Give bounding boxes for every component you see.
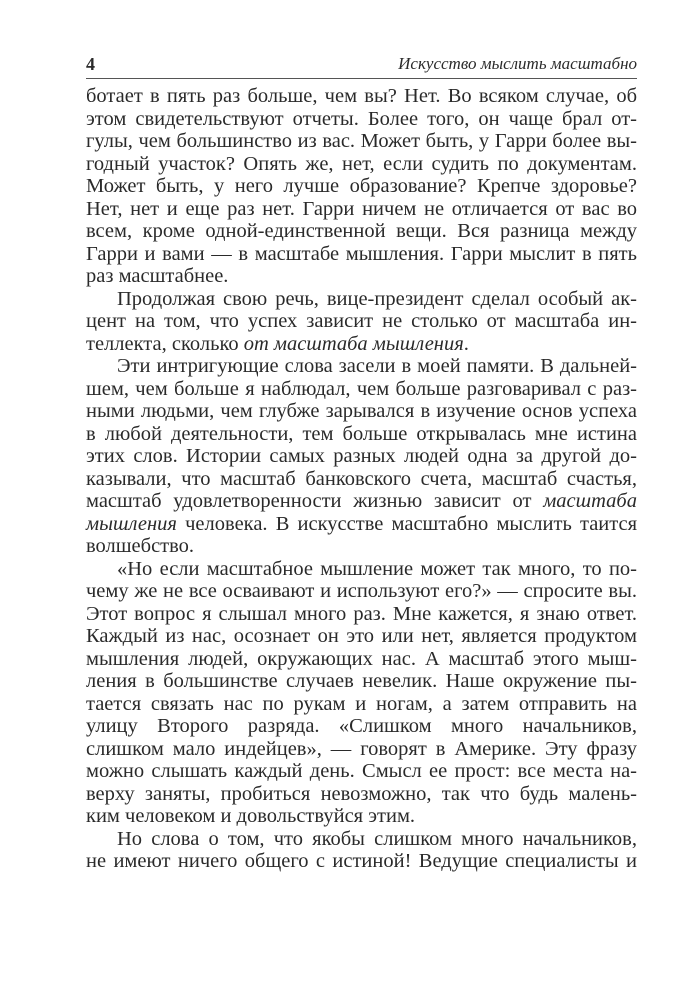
text-line <box>86 783 637 806</box>
text-line <box>86 198 637 221</box>
text-segment: в любой деятельности, тем больше открывалась мне истина <box>86 422 637 445</box>
text-line <box>86 400 637 423</box>
text-segment: ким человеком и довольствуйся этим. <box>86 805 416 827</box>
italic-text: масштаба <box>543 490 637 512</box>
text-segment: чему же не все осваивают и используют его?» — спросите вы. <box>86 580 637 602</box>
text-segment: Этот вопрос я слышал много раз. Мне кажется, я знаю ответ. <box>86 602 637 625</box>
paragraph <box>86 355 637 558</box>
text-line <box>86 805 637 828</box>
text-line <box>86 513 637 536</box>
text-segment: ными людьми, чем глубже зарывался в изучение основ успеха <box>86 400 637 422</box>
text-line <box>86 445 637 468</box>
text-segment: казывали, что масштаб банковского счета, масштаб счастья, <box>86 467 637 490</box>
text-line <box>86 603 637 626</box>
paragraph <box>86 288 637 356</box>
text-line <box>86 333 637 356</box>
italic-text: от масштаба мышления <box>243 332 464 355</box>
text-line <box>86 648 637 671</box>
text-segment: цент на том, что успех зависит не столько от масштаба ин- <box>86 310 637 332</box>
text-line <box>86 670 637 693</box>
text-segment: мышления людей, окружающих нас. А масштаб этого мыш- <box>86 647 637 670</box>
text-line <box>86 693 637 716</box>
paragraph <box>86 558 637 828</box>
text-segment: «Но если масштабное мышление может так много, то по- <box>117 557 637 580</box>
text-segment: Гарри и вами — в масштабе мышления. Гарри мыслит в пять <box>86 242 637 265</box>
text-line <box>86 625 637 648</box>
text-segment: Может быть, у него лучше образование? Крепче здоровье? <box>86 175 637 197</box>
text-segment: этом свидетельствуют отчеты. Более того, он чаще брал от- <box>86 107 637 130</box>
text-segment: всем, кроме одной-единственной вещи. Вся разница между <box>86 220 637 242</box>
text-line <box>86 85 637 108</box>
text-segment: годный участок? Опять же, нет, если судить по документам. <box>86 152 637 175</box>
paragraph <box>86 85 637 288</box>
text-line <box>86 220 637 243</box>
text-line <box>86 108 637 131</box>
text-line <box>86 580 637 603</box>
text-segment: улицу Второго разряда. «Слишком много начальников, <box>86 715 637 737</box>
text-line <box>86 468 637 491</box>
text-segment: Продолжая свою речь, вице-президент сделал особый ак- <box>117 287 637 310</box>
text-line <box>86 175 637 198</box>
text-line <box>86 153 637 176</box>
text-segment: Каждый из нас, осознает он это или нет, является продуктом <box>86 625 637 647</box>
page-body-text <box>86 85 637 873</box>
text-line <box>86 738 637 761</box>
text-segment: теллекта, сколько <box>86 332 244 355</box>
text-segment: можно слышать каждый день. Смысл ее прост: все места на- <box>86 760 637 782</box>
text-segment: верху заняты, пробиться невозможно, так что будь малень- <box>86 782 637 805</box>
text-segment: шем, чем больше я наблюдал, чем больше разговаривал с раз- <box>86 377 637 400</box>
text-line <box>86 535 637 558</box>
running-header <box>86 52 637 79</box>
text-line <box>86 243 637 266</box>
text-segment: этих слов. Истории самых разных людей одна за другой до- <box>86 445 637 467</box>
text-line <box>86 355 637 378</box>
text-line <box>86 760 637 783</box>
text-line <box>86 378 637 401</box>
text-segment: Эти интригующие слова засели в моей памяти. В дальней- <box>117 355 637 377</box>
italic-text: мышления <box>86 512 177 535</box>
text-line <box>86 130 637 153</box>
text-segment: ления в большинстве случаев невелик. Наше окружение пы- <box>86 670 637 692</box>
text-segment: Но слова о том, что якобы слишком много начальников, <box>117 827 637 850</box>
page-number: 4 <box>86 54 95 74</box>
text-segment: не имеют ничего общего с истиной! Ведущие специалисты и <box>86 850 637 872</box>
text-segment: волшебство. <box>86 535 195 557</box>
text-line <box>86 288 637 311</box>
text-segment: раз масштабнее. <box>86 265 229 287</box>
text-segment: масштаб удовлетворенности жизнью зависит от <box>86 490 544 512</box>
paragraph <box>86 828 637 873</box>
text-segment: слишком мало индейцев», — говорят в Америке. Эту фразу <box>86 737 637 760</box>
text-line <box>86 265 637 288</box>
text-line <box>86 310 637 333</box>
text-line <box>86 850 637 873</box>
text-segment: Нет, нет и еще раз нет. Гарри ничем не отличается от вас во <box>86 197 637 220</box>
text-line <box>86 423 637 446</box>
text-segment: гулы, чем большинство из вас. Может быть, у Гарри более вы- <box>86 130 637 152</box>
text-segment: ботает в пять раз больше, чем вы? Нет. Во всяком случае, об <box>86 85 637 107</box>
text-segment: . <box>463 332 469 355</box>
text-line <box>86 490 637 513</box>
text-line <box>86 828 637 851</box>
text-line <box>86 558 637 581</box>
running-title: Искусство мыслить масштабно <box>398 54 637 73</box>
text-segment: человека. В искусстве масштабно мыслить таится <box>176 512 637 535</box>
text-segment: тается связать нас по рукам и ногам, а затем отправить на <box>86 692 637 715</box>
text-line <box>86 715 637 738</box>
